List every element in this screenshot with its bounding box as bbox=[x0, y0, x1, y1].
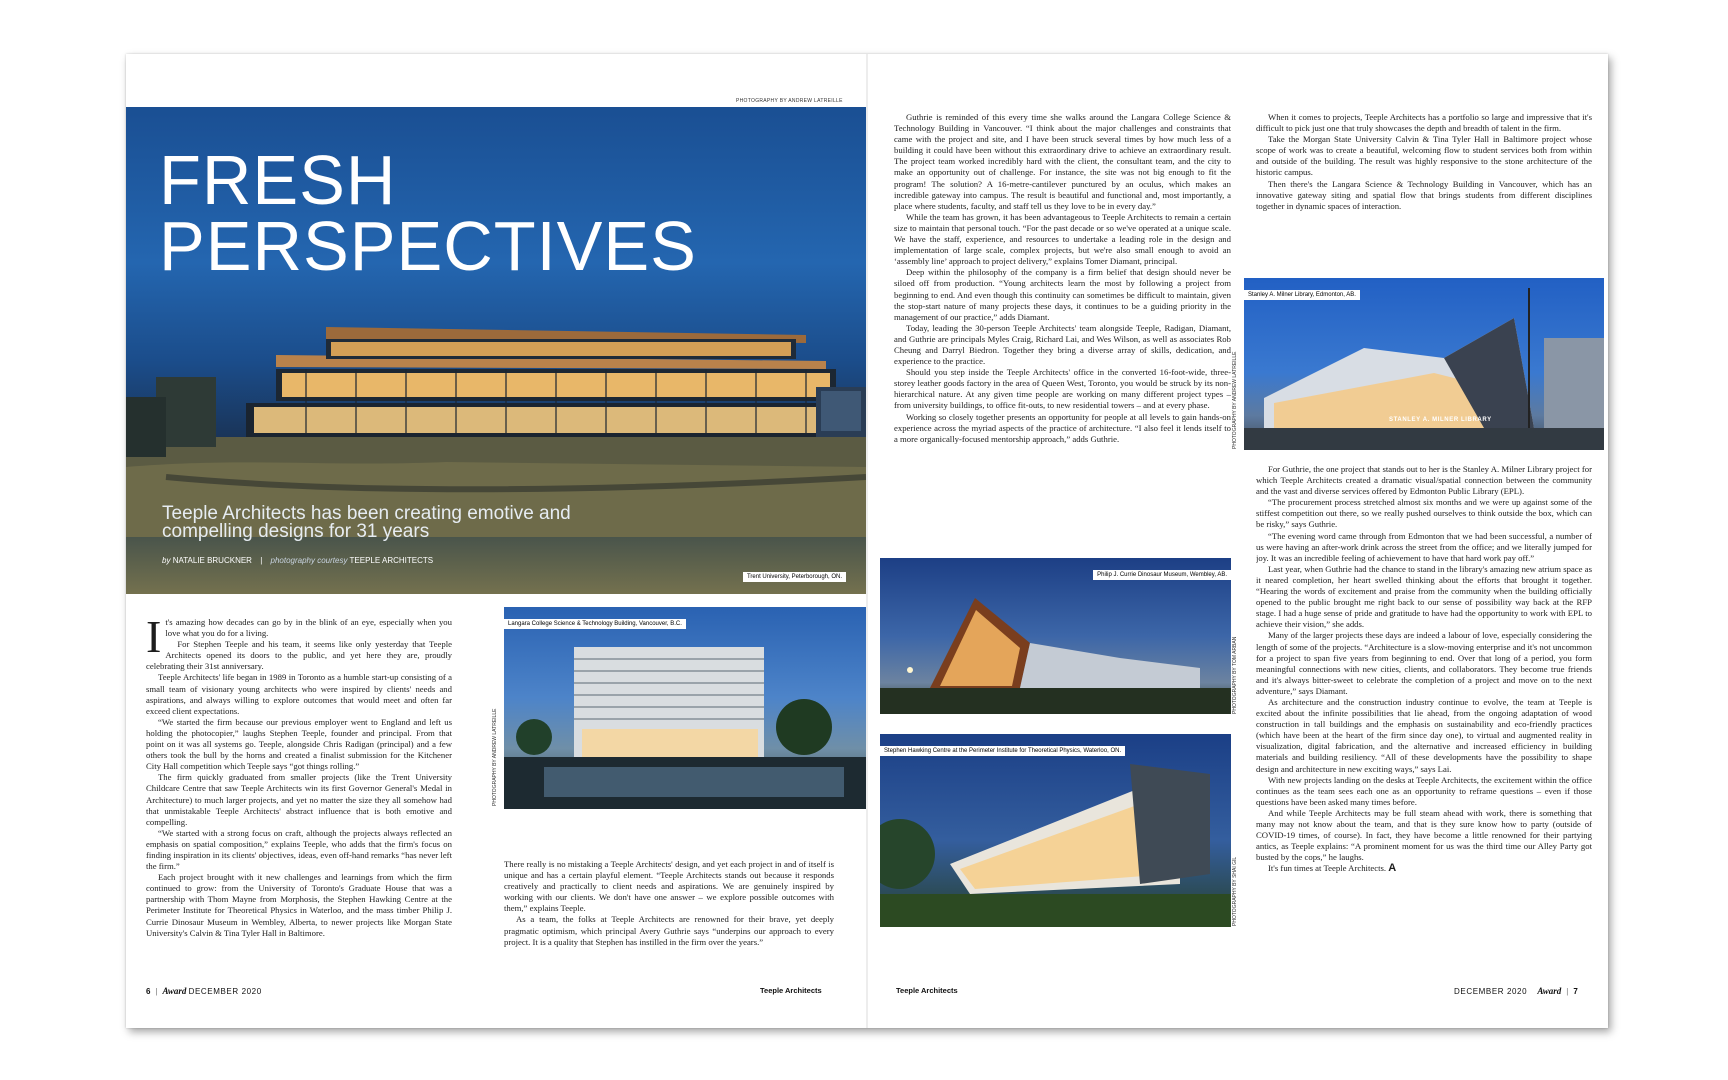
page-gutter bbox=[866, 54, 868, 1028]
langara-caption: Langara College Science & Technology Building, Vancouver, B.C. bbox=[504, 619, 686, 629]
paragraph: While the team has grown, it has been advantageous to Teeple Architects to remain a certain size to maintain that personal touch. “For the past decade or so we've operated at a unique scale. We have the staff, experience, and resources to undertake a leading role in the design and implementation of large scale, complex projects, but we're also small enough to avoid an ‘assembly line’ approach to project delivery,” explains Tomer Diamant, principal. bbox=[894, 211, 1231, 267]
byline bbox=[162, 556, 433, 565]
paragraph: For Stephen Teeple and his team, it seems like only yesterday that Teeple Architects opened its doors to the public, and yet here they are, proudly celebrating their 31st anniversary. bbox=[146, 639, 452, 672]
milner-photo-credit: PHOTOGRAPHY BY ANDREW LATREILLE bbox=[1232, 351, 1238, 449]
paragraph: Guthrie is reminded of this every time she walks around the Langara College Science & Technology Building in Vancouver. “I think about the major challenges and constraints that came with the project and site, and I have been struck several times by how much less of a building it could have been without this extraordinary drive to achieve an extraordinary result. The project team worked incredibly hard with the client, the consultant team, and the city to make an opportunity out of challenge. For instance, the site was not big enough to fit the program! The solution? A 16-metre-cantilever punctured by an oculus, which makes an incredible gateway into campus. The result is beautiful and functional and, most importantly, a place where students, faculty, and staff tell us they love to be in every day.” bbox=[894, 112, 1231, 211]
section-label-left: Teeple Architects bbox=[760, 986, 822, 995]
title-line-1: FRESH bbox=[159, 141, 397, 219]
currie-photo-credit: PHOTOGRAPHY BY TOM ARBAN bbox=[1232, 636, 1238, 714]
paragraph: Working so closely together presents an opportunity for people at all levels to gain hands-on experience across the myriad aspects of the practice of architecture. “I also feel it lends itself to a more organically-focused mentorship approach,” adds Guthrie. bbox=[894, 411, 1231, 444]
article-column-1 bbox=[146, 617, 452, 987]
currie-building-illustration bbox=[880, 558, 1231, 714]
byline-separator: | bbox=[260, 556, 263, 565]
paragraph: And while Teeple Architects may be full steam ahead with work, there is something that many may not know about the team, and that is they sure know how to party (outside of COVID-19 times, of course). In fact, they have become a little renowned for their partying antics, as Teeple explains: “A prominent moment for us was the third time our Alley Party got busted by the cops,” he laughs. bbox=[1256, 807, 1592, 863]
paragraph: “The evening word came through from Edmonton that we had been successful, a number of us were having an after-work drink across the street from the office; and we literally jumped for joy. It was an incredible feeling of achievement to have that hard work pay off.” bbox=[1256, 530, 1592, 563]
folio-separator: | bbox=[1566, 987, 1569, 996]
paragraph: Today, leading the 30-person Teeple Architects' team alongside Teeple, Radigan, Diamant, and Guthrie are principals Myles Craig, Richard Lai, and Wes Wilson, as well as associates Rob Cheung and Darryl Biedron. Together they bring a diverse array of skills, dedication, and experience to the practice. bbox=[894, 322, 1231, 367]
article-subtitle: Teeple Architects has been creating emotive and compelling designs for 31 years bbox=[162, 503, 571, 542]
drop-cap: I bbox=[146, 617, 162, 662]
langara-building-illustration bbox=[504, 607, 866, 809]
paragraph: When it comes to projects, Teeple Architects has a portfolio so large and impressive that it's difficult to pick just one that truly showcases the depth and breadth of talent in the firm. bbox=[1256, 112, 1592, 134]
hawking-photo-credit: PHOTOGRAPHY BY SHAI GIL bbox=[1232, 856, 1238, 926]
magazine-logo-left: Award bbox=[162, 986, 187, 996]
currie-photo bbox=[880, 558, 1231, 714]
paragraph: Then there's the Langara Science & Technology Building in Vancouver, which has an innovative gateway siting and spatial flow that brings students from different disciplines together in dynamic spaces of interaction. bbox=[1256, 178, 1592, 211]
page-number-right: 7 bbox=[1573, 987, 1578, 996]
langara-photo-credit: PHOTOGRAPHY BY ANDREW LATREILLE bbox=[492, 708, 498, 806]
end-mark: A bbox=[1388, 862, 1397, 875]
paragraph: The firm quickly graduated from smaller projects (like the Trent University Childcare Centre that saw Teeple Architects win its first Governor General's Medal in Architecture) to much larger projects, and yet no matter the size they all somehow had that unmistakable Teeple Architects' abstract influence that is both emotive and compelling. bbox=[146, 772, 452, 827]
paragraph: For Guthrie, the one project that stands out to her is the Stanley A. Milner Library project for which Teeple Architects created a dramatic visual/spatial connection between the community and the vast and diverse services offered by Edmonton Public Library (EPL). bbox=[1256, 464, 1592, 497]
paragraph: Take the Morgan State University Calvin & Tina Tyler Hall in Baltimore project whose scope of work was to create a beautiful, welcoming flow to student services both from within and outside of the building. The result was highly responsive to the stone architecture of the historic campus. bbox=[1256, 134, 1592, 178]
folio-separator: | bbox=[155, 987, 158, 996]
hawking-building-illustration bbox=[880, 734, 1231, 927]
paragraph: “We started with a strong focus on craft, although the projects always reflected an emphasis on spatial composition,” explains Teeple, who adds that the firm's focus on finding inspiration in its clients' objectives, ideas, even off-hand remarks “has never left the firm.” bbox=[146, 827, 452, 872]
hawking-photo bbox=[880, 734, 1231, 927]
paragraph: Teeple Architects' life began in 1989 in Toronto as a humble start-up consisting of a small team of visionary young architects who were inspired by clients' needs and aspirations, and always willing to explore outcomes that would meet and often far exceed client expectations. bbox=[146, 672, 452, 716]
hero-image bbox=[126, 107, 866, 594]
milner-photo bbox=[1244, 278, 1604, 450]
left-folio bbox=[146, 986, 262, 996]
paragraph: There really is no mistaking a Teeple Architects' design, and yet each project in and of itself is unique and has a certain playful element. “Teeple Architects stands out because it responds creatively and practically to client needs and aspirations. We are genuinely inspired by working with our clients. We don't have one answer – we explore possible outcomes with them,” explains Teeple. bbox=[504, 859, 834, 914]
issue-date-left: DECEMBER 2020 bbox=[188, 987, 262, 996]
right-folio bbox=[1454, 986, 1578, 996]
paragraph: As a team, the folks at Teeple Architects are renowned for their brave, yet deeply pragmatic optimism, which principal Avery Guthrie says “underpins our approach to every project. It is a quality that Stephen has instilled in the firm over the years.” bbox=[504, 914, 834, 947]
closing-text: It's fun times at Teeple Architects. bbox=[1268, 863, 1387, 874]
currie-caption: Philip J. Currie Dinosaur Museum, Wembley, AB. bbox=[1093, 570, 1231, 580]
langara-photo bbox=[504, 607, 866, 809]
article-title bbox=[159, 141, 697, 285]
title-line-2: PERSPECTIVES bbox=[159, 207, 697, 285]
page-number-left: 6 bbox=[146, 987, 151, 996]
magazine-spread bbox=[126, 54, 1608, 1028]
issue-date-right: DECEMBER 2020 bbox=[1454, 987, 1528, 996]
article-column-4-bottom bbox=[1256, 464, 1592, 979]
magazine-logo-right: Award bbox=[1537, 986, 1562, 996]
paragraph: “The procurement process stretched almost six months and we were up against some of the stiffest competition out there, so we really pushed ourselves to think outside the box, which can be risky,” says Guthrie. bbox=[1256, 497, 1592, 530]
milner-sign: STANLEY A. MILNER LIBRARY bbox=[1389, 417, 1492, 423]
paragraph: Should you step inside the Teeple Architects' office in the converted 16-foot-wide, three-storey leather goods factory in the area of Queen West, Toronto, you would be struck by its non-hierarchical nature. At any given time people are working on many different project types – from university buildings, to office fit-outs, to new residential towers – and at every phase. bbox=[894, 367, 1231, 411]
article-column-4-top bbox=[1256, 112, 1592, 280]
photo-organization: TEEPLE ARCHITECTS bbox=[349, 556, 434, 565]
hero-photo-credit: PHOTOGRAPHY BY ANDREW LATREILLE bbox=[736, 98, 843, 104]
paragraph: t's amazing how decades can go by in the blink of an eye, especially when you love what you do for a living. bbox=[165, 617, 452, 639]
paragraph: As architecture and the construction industry continue to evolve, the team at Teeple is excited about the infinite possibilities that lie ahead, from the ongoing adaptation of wood construction in tall buildings and the emphasis on sustainability and eco-friendly practices (which have been at the heart of the firm since day one), to virtual and augmented reality in visualization, digital fabrication, and the alternative and increased efficiency in building materials and building resiliency. “All of these developments have the possibility to shape design and architecture in new exciting ways,” says Lai. bbox=[1256, 696, 1592, 774]
article-column-2 bbox=[504, 859, 834, 989]
paragraph: Each project brought with it new challenges and learnings from which the firm continued to grow: from the University of Toronto's Graduate House that was a partnership with Thom Mayne from Morphosis, the Stephen Hawking Centre at the Perimeter Institute for Theoretical Physics in Waterloo, and the mass timber Philip J. Currie Dinosaur Museum in Wembley, Alberta, to newer projects like Morgan State University's Calvin & Tina Tyler Hall in Baltimore. bbox=[146, 872, 452, 938]
paragraph: Last year, when Guthrie had the chance to stand in the library's amazing new atrium space as it neared completion, her heart swelled thinking about the efforts that brought it together. “Hearing the words of excitement and praise from the community when the building officially opened to the public brought me right back to our sense of possibility way back at the RFP stage. I had a huge sense of pride and gratitude to have had the opportunity to work with EPL to achieve their vision,” she adds. bbox=[1256, 563, 1592, 630]
author-name: NATALIE BRUCKNER bbox=[172, 556, 252, 565]
paragraph: Deep within the philosophy of the company is a firm belief that design should never be siloed off from production. “Young architects learn the most by following a project from beginning to end. And even though this continuity can sometimes be difficult to maintain, given the stop-start nature of many projects these days, it continues to be a guiding priority in the management of our practice,” adds Diamant. bbox=[894, 267, 1231, 322]
closing-paragraph bbox=[1256, 863, 1592, 874]
milner-building-illustration bbox=[1244, 278, 1604, 450]
paragraph: Many of the larger projects these days are indeed a labour of love, especially considering the length of some of the projects. “Architecture is a slow-moving enterprise and it's not uncommon for a project to span five years from beginning to end. Over that long of a period, you form meaningful connections with new cities, clients, and collaborators. They become true friends and it's always bitter-sweet to celebrate the completion of a project and move on to the next adventure,” says Diamant. bbox=[1256, 630, 1592, 696]
byline-prefix: by bbox=[162, 556, 171, 565]
section-label-right: Teeple Architects bbox=[896, 986, 958, 995]
photo-prefix: photography courtesy bbox=[270, 556, 348, 565]
hero-caption: Trent University, Peterborough, ON. bbox=[743, 572, 846, 582]
paragraph: “We started the firm because our previous employer went to England and left us holding the photocopier,” laughs Stephen Teeple, founder and principal. From that point on it was all systems go. Teeple, alongside Chris Radigan (principal) and a few others took the bull by the horns and created a finalist submission for the Kitchener City Hall competition which Teeple says “got things rolling.” bbox=[146, 716, 452, 772]
paragraph: With new projects landing on the desks at Teeple Architects, the excitement within the office continues as the team sees each one as an opportunity to reframe questions – even if those questions have been asked many times before. bbox=[1256, 774, 1592, 807]
milner-caption: Stanley A. Milner Library, Edmonton, AB. bbox=[1244, 290, 1360, 300]
article-column-3 bbox=[894, 112, 1231, 598]
hawking-caption: Stephen Hawking Centre at the Perimeter Institute for Theoretical Physics, Waterloo, ON. bbox=[880, 746, 1125, 756]
